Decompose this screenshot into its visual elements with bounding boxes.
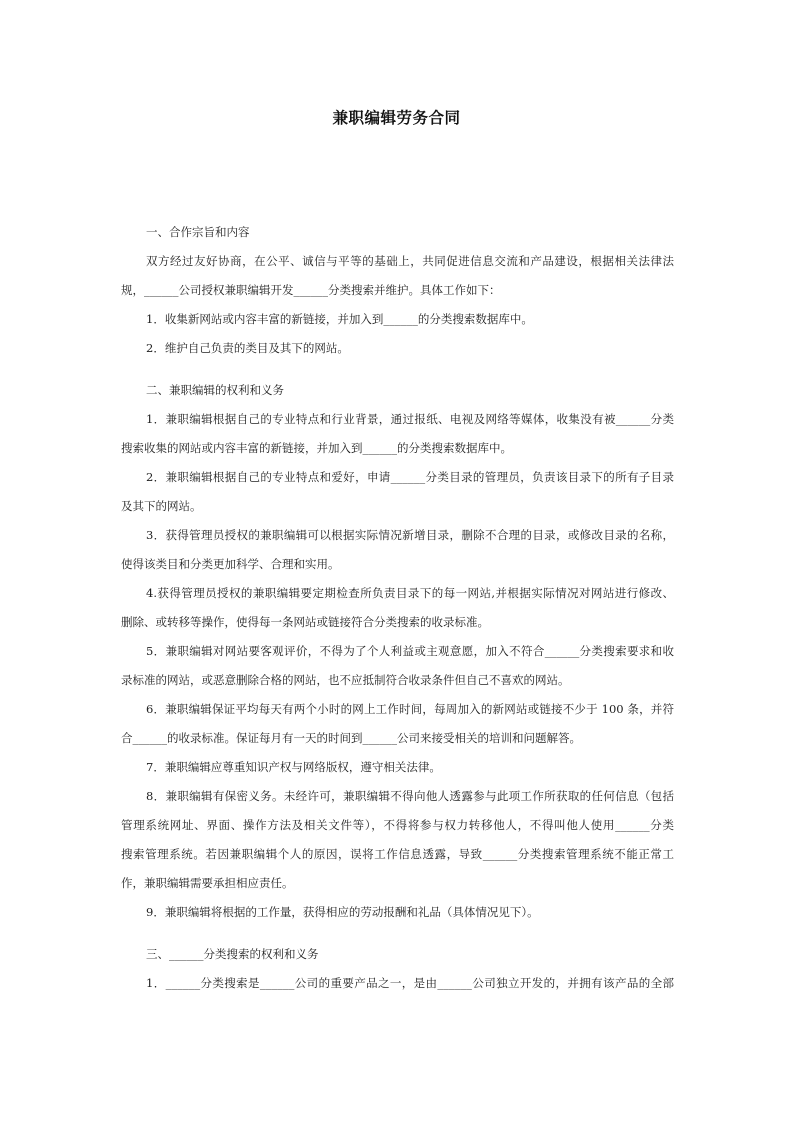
list-item: 4.获得管理员授权的兼职编辑要定期检查所负责目录下的每一网站,并根据实际情况对网站进行修改、: [146, 586, 674, 600]
list-item: 1．兼职编辑根据自己的专业特点和行业背景，通过报纸、电视及网络等媒体，收集没有被______分类: [146, 412, 674, 426]
section-gap: [121, 927, 674, 940]
document-body: [121, 218, 674, 998]
paragraph-line: 规，______公司授权兼职编辑开发______分类搜索并维护。具体工作如下：: [121, 283, 501, 297]
section-heading-3: 三、______分类搜索的权利和义务: [146, 947, 319, 961]
list-item: 5．兼职编辑对网站要客观评价，不得为了个人利益或主观意愿，加入不符合______分类搜索要求和收: [146, 644, 674, 658]
list-item: 9．兼职编辑将根据的工作量，获得相应的劳动报酬和礼品（具体情况见下）。: [146, 905, 539, 919]
list-item: 3．获得管理员授权的兼职编辑可以根据实际情况新增目录，删除不合理的目录，或修改目录的名称，: [146, 528, 674, 542]
section-heading-1: 一、合作宗旨和内容: [146, 225, 250, 239]
list-item: 6．兼职编辑保证平均每天有两个小时的网上工作时间，每周加入的新网站或链接不少于 100 条，并符: [146, 702, 674, 716]
list-item-continuation: 及其下的网站。: [121, 499, 202, 513]
list-item-continuation: 管理系统网址、界面、操作方法及相关文件等），不得将参与权力转移他人，不得叫他人使用______分类: [121, 818, 674, 832]
list-item: 1．收集新网站或内容丰富的新链接，并加入到______的分类搜索数据库中。: [146, 312, 533, 326]
list-item-continuation: 搜索收集的网站或内容丰富的新链接，并加入到______的分类搜索数据库中。: [121, 441, 512, 455]
list-item-continuation: 使得该类目和分类更加科学、合理和实用。: [121, 557, 340, 571]
section-gap: [121, 363, 674, 376]
list-item: 8．兼职编辑有保密义务。未经许可，兼职编辑不得向他人透露参与此项工作所获取的任何信息（包括: [146, 789, 674, 803]
list-item-continuation: 搜索管理系统。若因兼职编辑个人的原因，误将工作信息透露，导致______分类搜索管理系统不能正常工: [121, 847, 674, 861]
paragraph-line: 双方经过友好协商，在公平、诚信与平等的基础上，共同促进信息交流和产品建设，根据相关法律法: [146, 254, 674, 268]
section-heading-2: 二、兼职编辑的权利和义务: [146, 383, 284, 397]
list-item: 7．兼职编辑应尊重知识产权与网络版权，遵守相关法律。: [146, 760, 441, 774]
list-item: 2．维护自己负责的类目及其下的网站。: [146, 341, 349, 355]
list-item: 2．兼职编辑根据自己的专业特点和爱好，申请______分类目录的管理员，负责该目录下的所有子目录: [146, 470, 674, 484]
list-item-continuation: 录标准的网站，或恶意删除合格的网站，也不应抵制符合收录条件但自己不喜欢的网站。: [121, 673, 570, 687]
list-item-continuation: 合______的收录标准。保证每月有一天的时间到______公司来接受相关的培训和问题解答。: [121, 731, 581, 745]
list-item-continuation: 删除、或转移等操作，使得每一条网站或链接符合分类搜索的收录标准。: [121, 615, 489, 629]
list-item-continuation: 作，兼职编辑需要承担相应责任。: [121, 876, 294, 890]
document-title: 兼职编辑劳务合同: [332, 108, 461, 127]
list-item: 1．______分类搜索是______公司的重要产品之一，是由______公司独立开发的，并拥有该产品的全部: [146, 976, 674, 990]
